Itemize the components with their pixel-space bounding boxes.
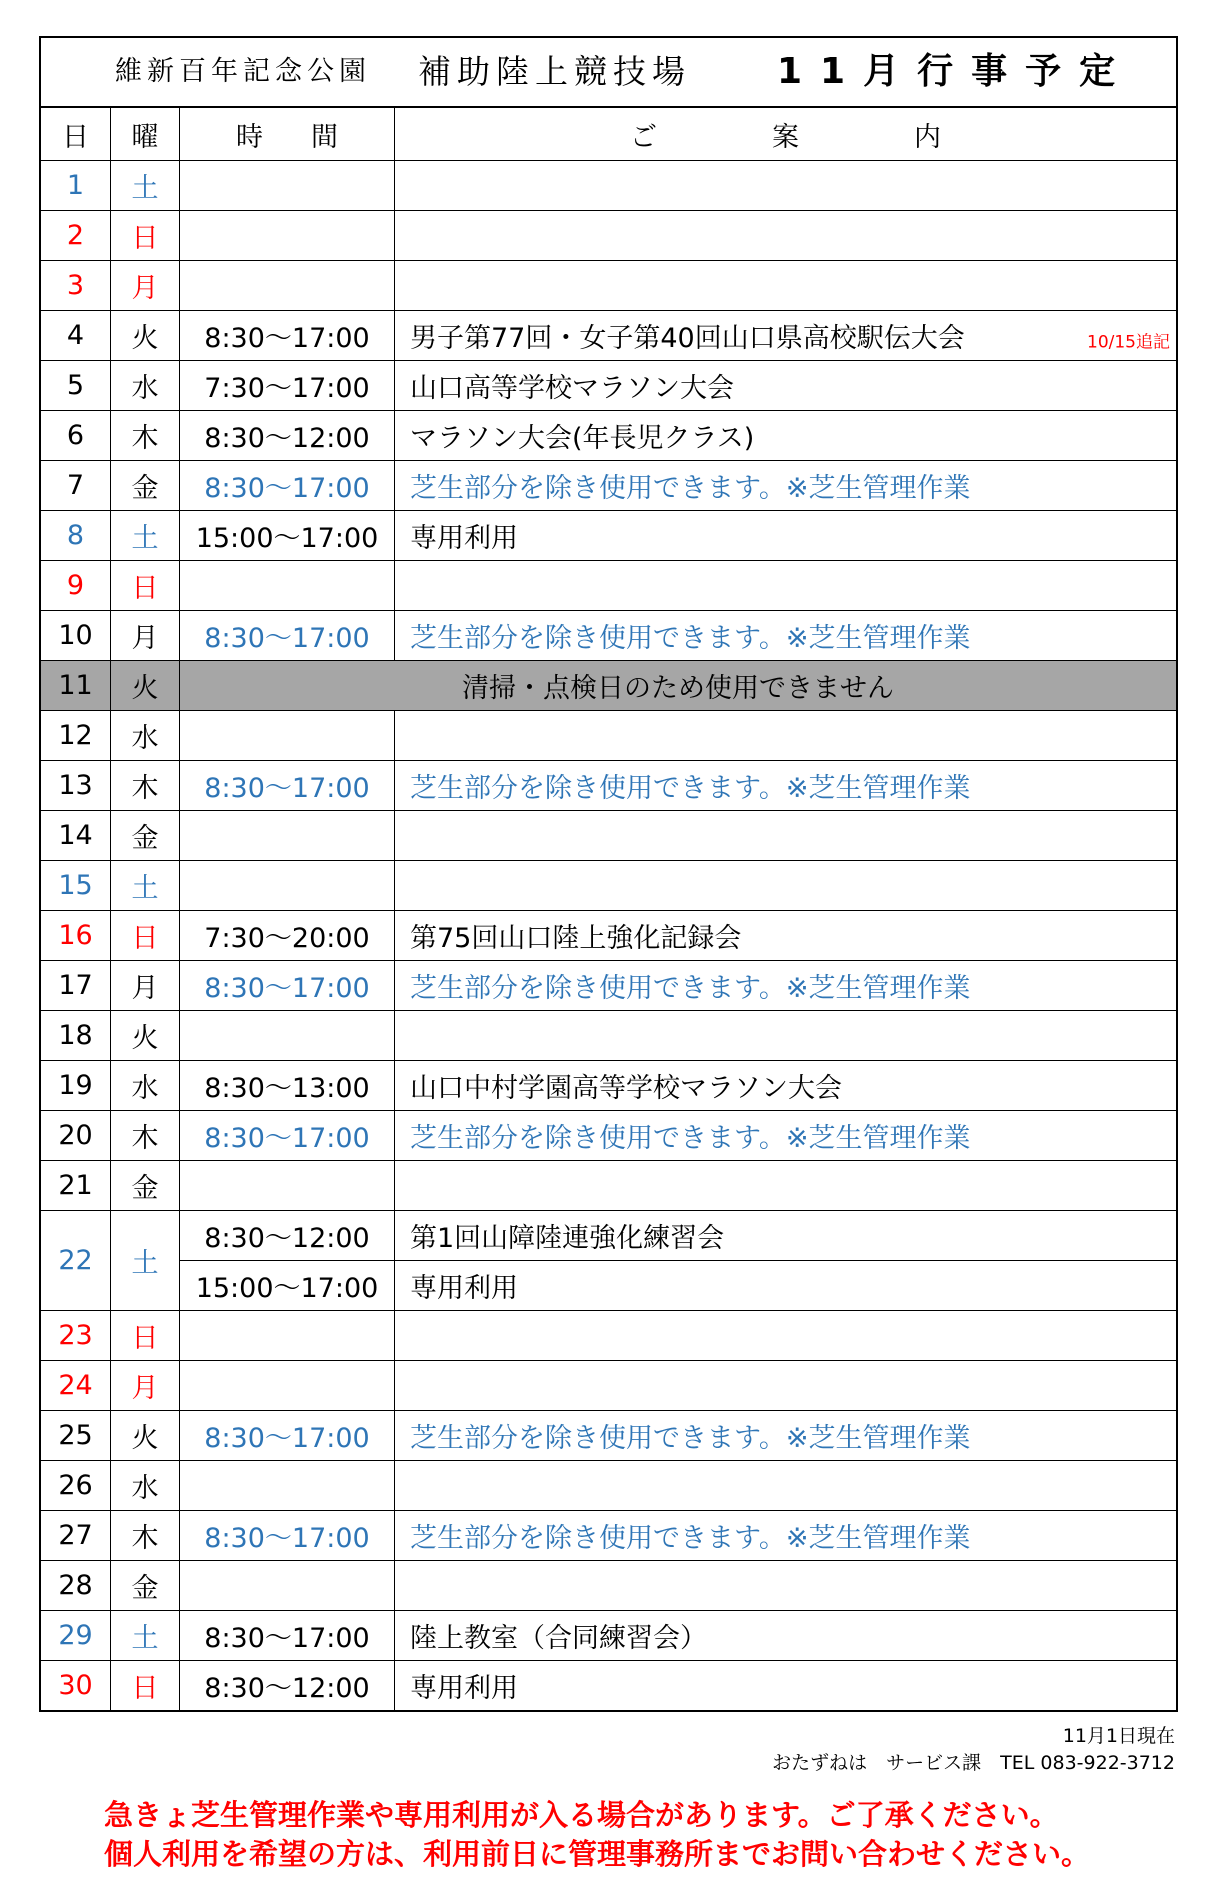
schedule-entry [180,611,1176,660]
entry-list [180,1411,1176,1460]
schedule-entry [180,161,1176,210]
schedule-entry [180,911,1176,960]
time-cell [180,1561,395,1610]
schedule-entry [180,1611,1176,1660]
schedule-entry [180,1461,1176,1510]
weekday-cell: 火 [111,1011,180,1060]
weekday-cell: 土 [111,161,180,210]
time-cell: 8:30〜17:00 [180,961,395,1010]
event-cell [395,1411,1176,1460]
event-cell [395,1361,1176,1410]
weekday-cell: 水 [111,711,180,760]
entry-list [180,1061,1176,1110]
event-cell [395,1561,1176,1610]
schedule-row [41,660,1176,710]
schedule-row [41,610,1176,660]
schedule-entry [180,311,1176,360]
day-cell: 9 [41,561,111,610]
column-header-info: ご案内 [630,121,1056,153]
weekday-cell: 月 [111,961,180,1010]
schedule-row [41,210,1176,260]
schedule-row [41,710,1176,760]
schedule-row [41,260,1176,310]
time-cell: 8:30〜12:00 [180,1661,395,1710]
entry-list [180,861,1176,910]
weekday-cell: 月 [111,1361,180,1410]
event-cell [395,261,1176,310]
schedule-entry [180,1661,1176,1710]
weekday-cell: 木 [111,411,180,460]
event-cell [395,961,1176,1010]
day-cell: 11 [41,661,111,710]
schedule-row [41,1460,1176,1510]
as-of-date: 11月1日現在 [1062,1725,1175,1747]
column-header-day: 日 [41,108,111,160]
schedule-row [41,1210,1176,1310]
entry-list [180,311,1176,360]
time-cell [180,1361,395,1410]
time-cell: 7:30〜20:00 [180,911,395,960]
event-cell [395,211,1176,260]
day-cell: 18 [41,1011,111,1060]
weekday-cell: 金 [111,1161,180,1210]
event-text: 男子第77回・女子第40回山口県高校駅伝大会 [410,323,965,354]
entry-list [180,1461,1176,1510]
event-text: 芝生部分を除き使用できます。※芝生管理作業 [410,1123,971,1154]
weekday-cell: 金 [111,461,180,510]
day-cell: 26 [41,1461,111,1510]
day-cell: 8 [41,511,111,560]
schedule-entry [180,1511,1176,1560]
schedule-entry [180,711,1176,760]
weekday-cell: 土 [111,1211,180,1310]
entry-list [180,1011,1176,1060]
day-cell: 10 [41,611,111,660]
day-cell: 14 [41,811,111,860]
schedule-entry [180,1561,1176,1610]
event-cell [395,1261,1176,1310]
time-cell: 8:30〜13:00 [180,1061,395,1110]
column-header-weekday: 曜 [111,108,180,160]
entry-list [180,1161,1176,1210]
time-cell [180,211,395,260]
time-cell: 15:00〜17:00 [180,511,395,560]
schedule-row [41,1310,1176,1360]
schedule-row [41,1410,1176,1460]
notice-line: 個人利用を希望の方は、利用前日に管理事務所までお問い合わせください。 [104,1837,1091,1871]
schedule-row [41,1610,1176,1660]
event-cell [395,1611,1176,1660]
event-cell [395,511,1176,560]
weekday-cell: 木 [111,1111,180,1160]
weekday-cell: 日 [111,1661,180,1710]
time-cell [180,861,395,910]
entry-list [180,1361,1176,1410]
event-text: 芝生部分を除き使用できます。※芝生管理作業 [410,1423,971,1454]
event-text: 専用利用 [410,1273,518,1304]
time-cell: 8:30〜12:00 [180,1211,395,1260]
event-cell [395,1161,1176,1210]
weekday-cell: 日 [111,911,180,960]
entry-list [180,211,1176,260]
day-cell: 21 [41,1161,111,1210]
day-cell: 25 [41,1411,111,1460]
event-cell [395,411,1176,460]
weekday-cell: 火 [111,661,180,710]
entry-list [180,361,1176,410]
event-text: 山口中村学園高等学校マラソン大会 [410,1073,842,1104]
schedule-row [41,960,1176,1010]
schedule-row [41,1560,1176,1610]
event-cell [395,861,1176,910]
weekday-cell: 火 [111,311,180,360]
schedule-entry [180,461,1176,510]
schedule-row [41,1660,1176,1710]
schedule-entry [180,1011,1176,1060]
event-cell [395,461,1176,510]
page-title: 11月行事予定 [777,51,1134,92]
schedule-entry [180,261,1176,310]
entry-list [180,811,1176,860]
day-cell: 29 [41,1611,111,1660]
time-cell [180,1311,395,1360]
weekday-cell: 日 [111,211,180,260]
day-cell: 6 [41,411,111,460]
schedule-entry [180,1061,1176,1110]
schedule-row [41,1110,1176,1160]
schedule-row [41,160,1176,210]
day-cell: 5 [41,361,111,410]
schedule-entry [180,761,1176,810]
weekday-cell: 月 [111,261,180,310]
event-text: 芝生部分を除き使用できます。※芝生管理作業 [410,973,971,1004]
schedule-entry [180,861,1176,910]
entry-list [180,911,1176,960]
day-cell: 12 [41,711,111,760]
day-cell: 27 [41,1511,111,1560]
entry-list [180,461,1176,510]
weekday-cell: 木 [111,761,180,810]
schedule-row [41,410,1176,460]
entry-list [180,261,1176,310]
day-cell: 13 [41,761,111,810]
time-cell [180,1461,395,1510]
weekday-cell: 水 [111,1061,180,1110]
schedule-row [41,760,1176,810]
day-cell: 7 [41,461,111,510]
schedule-entry [180,1311,1176,1360]
event-cell [395,1461,1176,1510]
entry-list [180,1211,1176,1310]
weekday-cell: 火 [111,1411,180,1460]
day-cell: 24 [41,1361,111,1410]
entry-list [180,1511,1176,1560]
event-cell [395,161,1176,210]
column-header-time: 時間 [180,108,395,160]
schedule-entry [180,411,1176,460]
event-cell [395,361,1176,410]
weekday-cell: 土 [111,861,180,910]
schedule-entry [180,211,1176,260]
schedule-entry [180,511,1176,560]
event-cell [395,1111,1176,1160]
weekday-cell: 土 [111,511,180,560]
schedule-row [41,1010,1176,1060]
schedule-row [41,1360,1176,1410]
event-cell [395,1311,1176,1360]
entry-list [180,1661,1176,1710]
park-name: 維新百年記念公園 [115,56,371,87]
event-text: 専用利用 [410,1673,518,1704]
closed-notice: 清掃・点検日のため使用できません [462,673,894,704]
time-cell [180,561,395,610]
time-cell: 15:00〜17:00 [180,1261,395,1310]
day-cell: 22 [41,1211,111,1310]
event-text: 第75回山口陸上強化記録会 [410,923,742,954]
event-cell [395,1061,1176,1110]
schedule-entry [180,1211,1176,1260]
day-cell: 23 [41,1311,111,1360]
time-cell [180,1161,395,1210]
event-cell [395,911,1176,960]
schedule-row [41,360,1176,410]
event-text: 芝生部分を除き使用できます。※芝生管理作業 [410,623,971,654]
added-note: 10/15追記 [1087,331,1170,352]
schedule-row [41,860,1176,910]
day-cell: 3 [41,261,111,310]
weekday-cell: 金 [111,811,180,860]
entry-list [180,411,1176,460]
event-cell [395,311,1176,360]
notice-line: 急きょ芝生管理作業や専用利用が入る場合があります。ご了承ください。 [104,1798,1059,1832]
entry-list [180,561,1176,610]
event-cell [395,1211,1176,1260]
schedule-row [41,560,1176,610]
schedule-entry [180,361,1176,410]
schedule-entry [180,1361,1176,1410]
schedule-row [41,310,1176,360]
day-cell: 2 [41,211,111,260]
schedule-entry [180,1411,1176,1460]
schedule-entry [180,561,1176,610]
schedule-row [41,1510,1176,1560]
weekday-cell: 木 [111,1511,180,1560]
schedule-entry [180,811,1176,860]
event-cell [395,1661,1176,1710]
day-cell: 17 [41,961,111,1010]
contact-info: おたずねは サービス課 TEL 083-922-3712 [772,1752,1175,1774]
time-cell: 8:30〜17:00 [180,611,395,660]
time-cell [180,811,395,860]
day-cell: 4 [41,311,111,360]
day-cell: 1 [41,161,111,210]
schedule-sheet [39,36,1178,1712]
time-cell: 8:30〜17:00 [180,1511,395,1560]
day-cell: 30 [41,1661,111,1710]
facility-name: 補助陸上競技場 [418,52,691,91]
event-cell [395,761,1176,810]
weekday-cell: 日 [111,561,180,610]
schedule-body [41,160,1176,1710]
schedule-row [41,810,1176,860]
day-cell: 16 [41,911,111,960]
weekday-cell: 土 [111,1611,180,1660]
schedule-entry [180,1260,1176,1310]
time-cell: 8:30〜17:00 [180,1611,395,1660]
weekday-cell: 日 [111,1311,180,1360]
event-cell [395,1011,1176,1060]
event-cell [395,811,1176,860]
entry-list [180,1111,1176,1160]
entry-list [180,161,1176,210]
weekday-cell: 金 [111,1561,180,1610]
event-cell [395,561,1176,610]
time-cell [180,711,395,760]
weekday-cell: 水 [111,361,180,410]
schedule-row [41,910,1176,960]
weekday-cell: 月 [111,611,180,660]
schedule-entry [180,1161,1176,1210]
schedule-row [41,1060,1176,1110]
entry-list [180,661,1176,710]
time-cell: 8:30〜12:00 [180,411,395,460]
schedule-entry [180,961,1176,1010]
event-text: マラソン大会(年長児クラス) [410,423,755,454]
title-bar [41,38,1176,108]
time-cell: 8:30〜17:00 [180,761,395,810]
event-text: 専用利用 [410,523,518,554]
entry-list [180,1311,1176,1360]
column-header-row [41,108,1176,160]
schedule-row [41,1160,1176,1210]
event-cell [395,611,1176,660]
event-text: 芝生部分を除き使用できます。※芝生管理作業 [410,1523,971,1554]
weekday-cell: 水 [111,1461,180,1510]
time-cell: 8:30〜17:00 [180,311,395,360]
entry-list [180,1561,1176,1610]
entry-list [180,711,1176,760]
entry-list [180,961,1176,1010]
day-cell: 28 [41,1561,111,1610]
time-cell: 8:30〜17:00 [180,1411,395,1460]
time-cell [180,261,395,310]
event-cell [395,1511,1176,1560]
event-cell [395,711,1176,760]
entry-list [180,611,1176,660]
day-cell: 20 [41,1111,111,1160]
event-text: 陸上教室（合同練習会） [410,1623,707,1654]
time-cell: 8:30〜17:00 [180,461,395,510]
day-cell: 19 [41,1061,111,1110]
schedule-row [41,460,1176,510]
schedule-row [41,510,1176,560]
entry-list [180,761,1176,810]
time-cell: 8:30〜17:00 [180,1111,395,1160]
time-cell [180,161,395,210]
entry-list [180,511,1176,560]
event-text: 芝生部分を除き使用できます。※芝生管理作業 [410,773,971,804]
event-text: 芝生部分を除き使用できます。※芝生管理作業 [410,473,971,504]
time-cell [180,1011,395,1060]
event-text: 第1回山障陸連強化練習会 [410,1223,725,1254]
event-text: 山口高等学校マラソン大会 [410,373,734,404]
entry-list [180,1611,1176,1660]
schedule-entry [180,1111,1176,1160]
day-cell: 15 [41,861,111,910]
time-cell: 7:30〜17:00 [180,361,395,410]
